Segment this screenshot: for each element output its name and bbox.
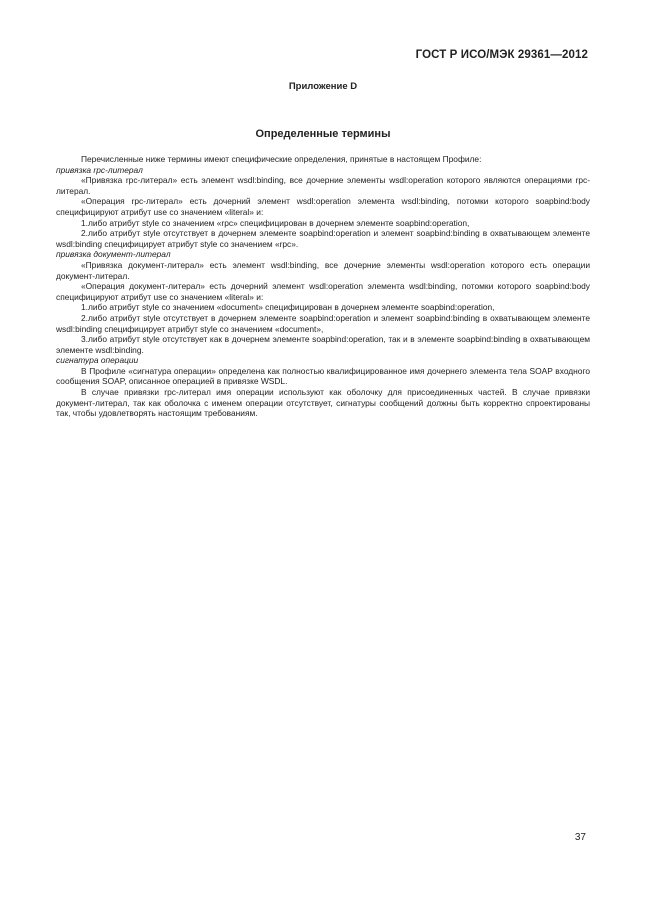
body-text: [56, 154, 590, 419]
paragraph: 1.либо атрибут style со значением «document» специфицирован в дочернем элементе soapbind:operation,: [81, 302, 495, 313]
term-heading: привязка документ-литерал: [56, 249, 171, 260]
document-code: ГОСТ Р ИСО/МЭК 29361—2012: [415, 49, 588, 61]
paragraph: 2.либо атрибут style отсутствует в дочернем элементе soapbind:operation и элемент soapbind:binding в охватывающем элементе wsdl:binding специфицирует атрибут style со значением «document»,: [56, 312, 590, 334]
paragraph: «Операция rpc-литерал» есть дочерний элемент wsdl:operation элемента wsdl:binding, потомки которого soapbind:body специфицируют атрибут use со значением «literal» и:: [56, 196, 590, 217]
section-title: Определенные термины: [255, 128, 391, 140]
paragraph: 2.либо атрибут style отсутствует в дочернем элементе soapbind:operation и элемент soapbind:binding в охватывающем элементе wsdl:binding специфицирует атрибут style со значением «rpc».: [56, 228, 590, 249]
appendix-title: Приложение D: [288, 81, 358, 92]
term-heading: привязка rpc-литерал: [56, 164, 143, 175]
paragraph: В случае привязки rpc-литерал имя операции используют как оболочку для присоединенных частей. В случае привязки документ-литерал, так как оболочка с именем операции отсутствует, сигнатуры сообщений должны быть корректно спроектированы так, чтобы удовлетворять настоящим требованиям.: [56, 387, 590, 419]
paragraph: «Привязка документ-литерал» есть элемент wsdl:binding, все дочерние элементы wsdl:operation которого есть операции документ-литерал.: [56, 259, 590, 281]
paragraph: В Профиле «сигнатура операции» определена как полностью квалифицированное имя дочернего элемента тела SOAP входного сообщения SOAP, описанное операцией в привязке WSDL.: [56, 365, 590, 387]
page-number: 37: [574, 832, 586, 843]
term-heading: сигнатура операции: [56, 355, 139, 366]
paragraph: Перечисленные ниже термины имеют специфические определения, принятые в настоящем Профиле:: [81, 154, 482, 164]
paragraph: «Привязка rpc-литерал» есть элемент wsdl:binding, все дочерние элементы wsdl:operation которого являются операциями rpc-литерал.: [56, 175, 590, 196]
paragraph: «Операция документ-литерал» есть дочерний элемент wsdl:operation элемента wsdl:binding, потомки которого soapbind:body специфицируют атрибут use со значением «literal» и:: [56, 281, 590, 302]
paragraph: 3.либо атрибут style отсутствует как в дочернем элементе soapbind:operation, так и в элементе soapbind:binding в охватывающем элементе wsdl:binding.: [56, 334, 590, 355]
paragraph: 1.либо атрибут style со значением «rpc» специфицирован в дочернем элементе soapbind:operation,: [81, 217, 470, 228]
